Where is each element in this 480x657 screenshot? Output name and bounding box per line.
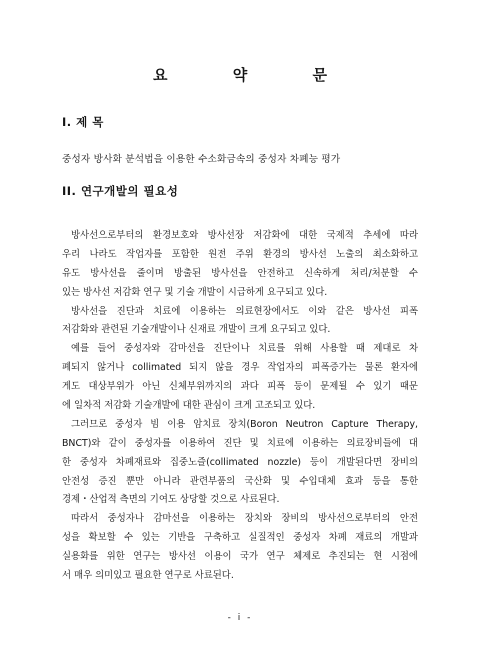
section-heading-necessity — [62, 183, 178, 199]
body-line: 성을 확보할 수 있는 기반을 구축하고 실질적인 중성자 차폐 재료의 개발과 — [62, 532, 418, 544]
section-heading-title — [62, 114, 104, 130]
body-line: 방사선을 진단과 치료에 이용하는 의료현장에서도 이와 같은 방사선 피폭 — [71, 305, 418, 317]
body-line: 게도 대상부위가 아닌 신체부위까지의 과다 피폭 등이 문제될 수 있기 때문 — [62, 381, 418, 393]
body-line: 서 매우 의미있고 필요한 연구로 사료된다. — [62, 570, 234, 582]
body-line: 폐되지 않거나 collimated 되지 않을 경우 작업자의 피폭증가는 물론 환자에 — [62, 362, 418, 374]
body-line: 한 중성자 차폐재료와 집중노즐(collimated nozzle) 등이 개발된다면 장비의 — [62, 456, 418, 468]
page-number: - i - — [227, 613, 253, 623]
body-line: 저감화와 관련된 기술개발이나 신재료 개발이 크게 요구되고 있다. — [62, 324, 331, 336]
body-line: 예를 들어 중성자와 감마선을 진단이나 치료를 위해 사용할 때 제대로 차 — [71, 343, 418, 355]
body-line: 실용화를 위한 연구는 방사선 이용이 국가 연구 체제로 추진되는 현 시점에 — [62, 551, 418, 563]
body-line: 방사선으로부터의 환경보호와 방사선장 저감화에 대한 국제적 추세에 따라 — [71, 230, 418, 241]
body-line: 안전성 증진 뿐만 아니라 관련부품의 국산화 및 수입대체 효과 등을 통한 — [62, 475, 418, 487]
body-line: 우리 나라도 작업자를 포함한 원전 주위 환경의 방사선 노출의 최소화하고 — [62, 248, 418, 260]
page-title: 요 약 문 — [153, 66, 357, 84]
body-text — [62, 227, 418, 586]
section-number: II. — [62, 184, 77, 198]
body-line: 따라서 중성자나 감마선을 이용하는 장치와 장비의 방사선으로부터의 안전 — [71, 513, 418, 525]
body-line: 그러므로 중성자 빔 이용 암치료 장치(Boron Neutron Capture Therapy, — [71, 418, 418, 430]
body-line: 에 일차적 저감화 기술개발에 대한 관심이 크게 고조되고 있다. — [62, 400, 316, 412]
research-subject: 중성자 방사화 분석법을 이용한 수소화금속의 중성자 차폐능 평가 — [62, 154, 341, 165]
body-line: 있는 방사선 저감화 연구 및 기술 개발이 시급하게 요구되고 있다. — [62, 286, 328, 298]
section-number: I. — [62, 115, 72, 129]
body-line: BNCT)와 같이 중성자를 이용하여 진단 및 치료에 이용하는 의료장비들에 대 — [62, 437, 418, 449]
body-line: 경제・산업적 측면의 기여도 상당할 것으로 사료된다. — [62, 494, 280, 506]
section-heading-text: 제 목 — [76, 115, 104, 129]
body-line: 유도 방사선을 줄이며 방출된 방사선을 안전하고 신속하게 처리/처분할 수 — [62, 267, 418, 279]
section-heading-text: 연구개발의 필요성 — [80, 184, 179, 198]
